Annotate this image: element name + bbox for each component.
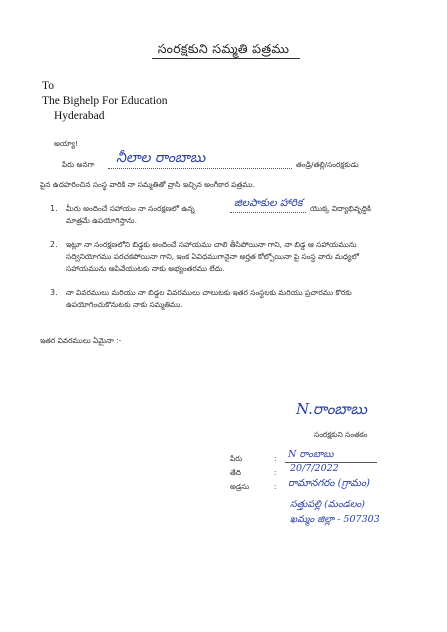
item-3-line-2: ఉపయోగించుకొనుటకు నాకు సమ్మతిము. — [66, 300, 183, 309]
item-1-text-after: యొక్క విద్యాభివృద్ధికి — [310, 204, 371, 213]
item-1-number: 1. — [50, 204, 58, 213]
item-3-line-1: నా వివరములు మరియు నా బిడ్డల వివరములు చాలుటకు ఇతర సంస్థలకు మరియు ప్రచారము కొరకు — [66, 288, 352, 297]
item-3-number: 3. — [50, 288, 58, 297]
other-details-label: ఇతర వివరములు ఏమైనా :- — [40, 336, 122, 345]
details-address-line-1: రామానగరం (గ్రామం) — [288, 478, 370, 489]
item-2-number: 2. — [50, 240, 58, 249]
item-1-line-2: మాత్రమే ఉపయోగిస్తాను. — [66, 216, 137, 225]
document-title: సంరక్షకుని సమ్మతి పత్రము — [157, 41, 290, 56]
item-2-line-3: సహాయమును ఆపివేయుటకు నాకు అభ్యంతరము లేదు. — [66, 264, 225, 273]
title-underline — [152, 58, 300, 59]
details-name-label: పేరు — [230, 454, 243, 463]
colon: : — [274, 468, 277, 477]
item-1-handwritten-child-name: జిలపాకుల హారిక — [234, 197, 303, 209]
name-line-suffix: తండ్రి/తల్లి/సంరక్షకుడు — [296, 160, 359, 169]
details-address-line-2: సత్తుపల్లి (మండలం) — [290, 499, 365, 510]
address-city: Hyderabad — [54, 110, 105, 122]
handwritten-guardian-name: నీలాల రాంబాబు — [116, 150, 206, 166]
colon: : — [274, 454, 277, 463]
intro-line: పైన ఉదహరించిన సంస్థ వారికి నా సమ్మతితో వ్రాసి ఇచ్చిన అంగీకార పత్రము. — [40, 180, 255, 189]
signature-label: సంరక్షకుని సంతకం — [314, 430, 368, 439]
item-1-dotted-line — [230, 212, 306, 213]
details-address-label: అడ్రసు — [230, 482, 250, 491]
details-date-label: తేది — [230, 468, 241, 477]
item-2-line-1: ఇట్లూ నా సంరక్షణలోని బిడ్డకు అందించే సహాయము చాలి తీసిపోయినా గాని, నా బిడ్డ ఆ సహాయమును — [66, 240, 357, 249]
details-date-value: 20/7/2022 — [290, 463, 339, 474]
item-2-line-2: సద్వినియోగము పరచకపోయినా గాని, ఇంక ఏవిధముగానైనా అర్హత కోల్పోయినా పై సంస్థ వారు మధ్యలో — [66, 252, 359, 261]
item-1-text-before: మీరు అందించే సహాయం నా సంరక్షణలో ఉన్న — [66, 204, 195, 213]
colon: : — [274, 482, 277, 491]
details-address-line-3: ఖమ్మం జిల్లా - 507303 — [290, 514, 380, 525]
handwritten-signature: N.రాంబాబు — [296, 400, 367, 418]
salutation: అయ్యా! — [54, 139, 79, 148]
address-organization: The Bighelp For Education — [42, 95, 168, 107]
address-to: To — [42, 80, 54, 92]
name-line-prefix: పేరు అనగా — [62, 160, 95, 169]
details-name-value: N రాంబాబు — [288, 449, 334, 460]
